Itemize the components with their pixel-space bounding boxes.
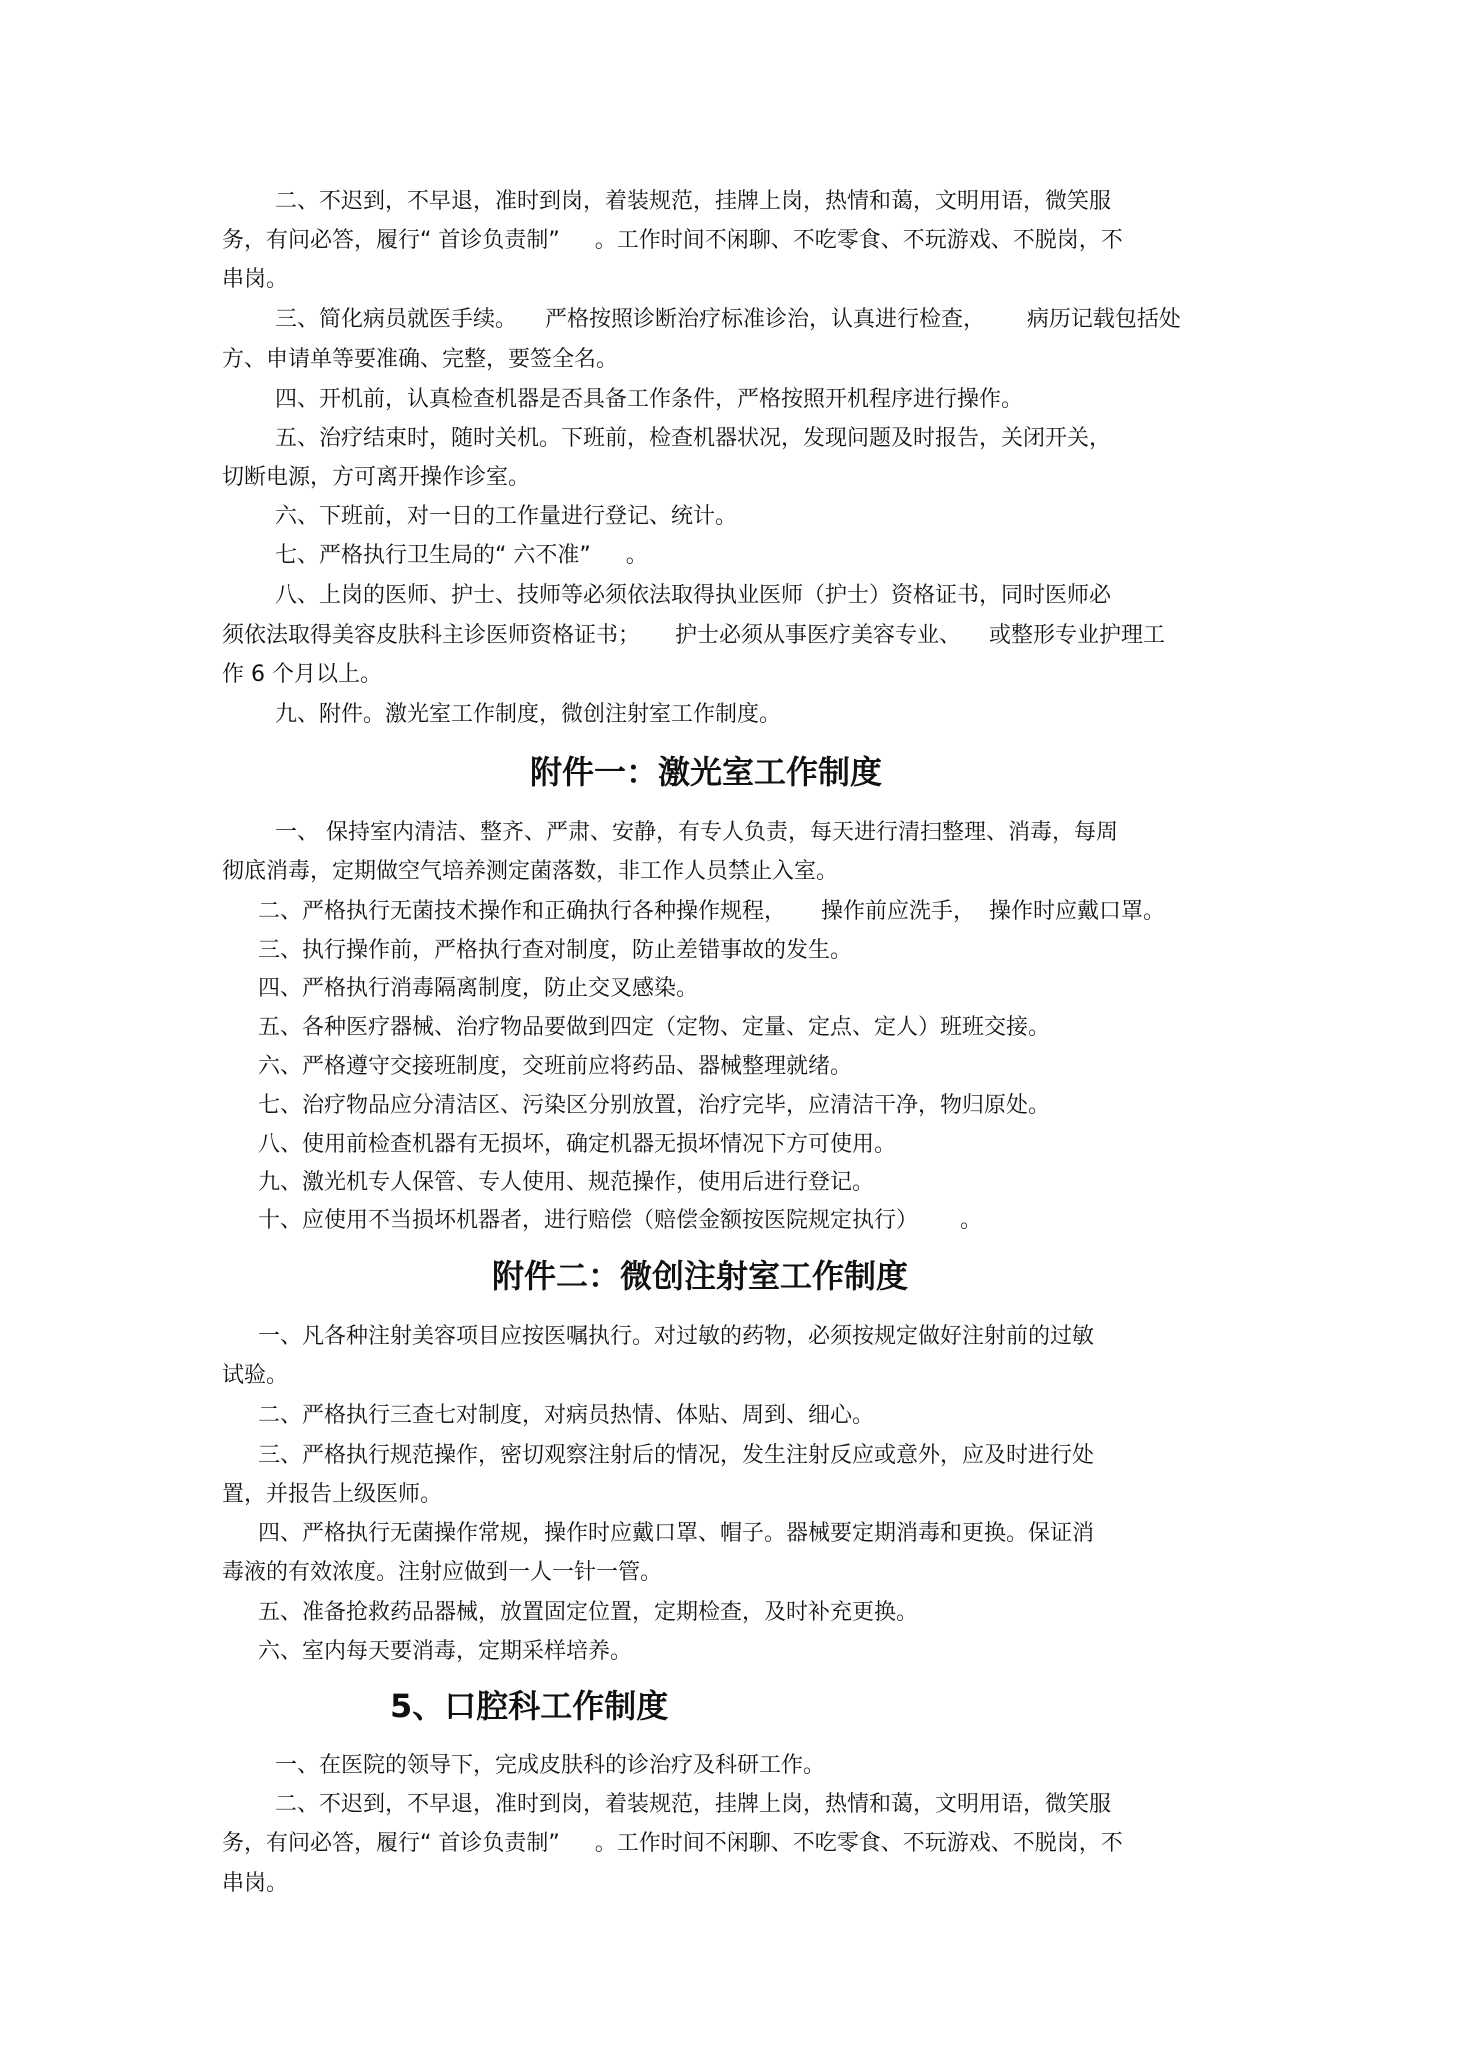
annex2-title: 附件二：微创注射室工作制度 xyxy=(492,1257,909,1295)
paragraph-line: 九、激光机专人保管、专人使用、规范操作，使用后进行登记。 xyxy=(258,1170,875,1195)
paragraph-line: 九、附件。激光室工作制度，微创注射室工作制度。 xyxy=(275,702,782,727)
paragraph-line: 二、不迟到，不早退，准时到岗，着装规范，挂牌上岗，热情和蔼，文明用语，微笑服 xyxy=(275,189,1112,214)
paragraph-line: 一、凡各种注射美容项目应按医嘱执行。对过敏的药物，必须按规定做好注射前的过敏 xyxy=(258,1324,1095,1349)
section5-title: 5、口腔科工作制度 xyxy=(390,1687,669,1725)
paragraph-line: 四、开机前，认真检查机器是否具备工作条件，严格按照开机程序进行操作。 xyxy=(275,387,1024,412)
paragraph-line: 三、执行操作前，严格执行查对制度，防止差错事故的发生。 xyxy=(258,938,853,963)
paragraph-line: 二、严格执行无菌技术操作和正确执行各种操作规程， 操作前应洗手， 操作时应戴口罩。 xyxy=(258,899,1165,924)
paragraph-line: 四、严格执行消毒隔离制度，防止交叉感染。 xyxy=(258,976,699,1001)
paragraph-line: 串岗。 xyxy=(222,267,289,292)
paragraph-line: 串岗。 xyxy=(222,1871,289,1896)
paragraph-line: 八、上岗的医师、护士、技师等必须依法取得执业医师（护士）资格证书，同时医师必 xyxy=(275,583,1112,608)
paragraph-line: 二、严格执行三查七对制度，对病员热情、体贴、周到、细心。 xyxy=(258,1403,875,1428)
paragraph-line: 三、简化病员就医手续。 严格按照诊断治疗标准诊治，认真进行检查， 病历记载包括处 xyxy=(275,307,1181,332)
paragraph-line: 作 6 个月以上。 xyxy=(222,662,382,687)
paragraph-line: 四、严格执行无菌操作常规，操作时应戴口罩、帽子。器械要定期消毒和更换。保证消 xyxy=(258,1521,1095,1546)
paragraph-line: 五、治疗结束时，随时关机。下班前，检查机器状况，发现问题及时报告，关闭开关， xyxy=(275,426,1112,451)
paragraph-line: 七、治疗物品应分清洁区、污染区分别放置，治疗完毕，应清洁干净，物归原处。 xyxy=(258,1093,1051,1118)
annex1-title: 附件一：激光室工作制度 xyxy=(530,753,883,791)
paragraph-line: 一、 保持室内清洁、整齐、严肃、安静，有专人负责，每天进行清扫整理、消毒，每周 xyxy=(275,820,1118,845)
paragraph-line: 二、不迟到，不早退，准时到岗，着装规范，挂牌上岗，热情和蔼，文明用语，微笑服 xyxy=(275,1792,1112,1817)
paragraph-line: 须依法取得美容皮肤科主诊医师资格证书； 护士必须从事医疗美容专业、 或整形专业护理工 xyxy=(222,623,1165,648)
paragraph-line: 切断电源，方可离开操作诊室。 xyxy=(222,465,531,490)
paragraph-line: 五、准备抢救药品器械，放置固定位置，定期检查，及时补充更换。 xyxy=(258,1600,919,1625)
paragraph-line: 十、应使用不当损坏机器者，进行赔偿（赔偿金额按医院规定执行） 。 xyxy=(258,1208,982,1233)
paragraph-line: 三、严格执行规范操作，密切观察注射后的情况，发生注射反应或意外，应及时进行处 xyxy=(258,1443,1095,1468)
paragraph-line: 六、严格遵守交接班制度，交班前应将药品、器械整理就绪。 xyxy=(258,1054,853,1079)
paragraph-line: 一、在医院的领导下，完成皮肤科的诊治疗及科研工作。 xyxy=(275,1753,826,1778)
paragraph-line: 五、各种医疗器械、治疗物品要做到四定（定物、定量、定点、定人）班班交接。 xyxy=(258,1015,1051,1040)
paragraph-line: 方、申请单等要准确、完整，要签全名。 xyxy=(222,347,619,372)
paragraph-line: 八、使用前检查机器有无损坏，确定机器无损坏情况下方可使用。 xyxy=(258,1132,897,1157)
paragraph-line: 务，有问必答，履行“ 首诊负责制” 。工作时间不闲聊、不吃零食、不玩游戏、不脱岗，不 xyxy=(222,228,1123,253)
paragraph-line: 彻底消毒，定期做空气培养测定菌落数，非工作人员禁止入室。 xyxy=(222,859,839,884)
paragraph-line: 毒液的有效浓度。注射应做到一人一针一管。 xyxy=(222,1560,663,1585)
paragraph-line: 七、严格执行卫生局的“ 六不准” 。 xyxy=(275,543,648,568)
paragraph-line: 六、下班前，对一日的工作量进行登记、统计。 xyxy=(275,504,738,529)
paragraph-line: 六、室内每天要消毒，定期采样培养。 xyxy=(258,1639,633,1664)
paragraph-line: 置，并报告上级医师。 xyxy=(222,1482,443,1507)
paragraph-line: 务，有问必答，履行“ 首诊负责制” 。工作时间不闲聊、不吃零食、不玩游戏、不脱岗，不 xyxy=(222,1831,1123,1856)
paragraph-line: 试验。 xyxy=(222,1363,289,1388)
